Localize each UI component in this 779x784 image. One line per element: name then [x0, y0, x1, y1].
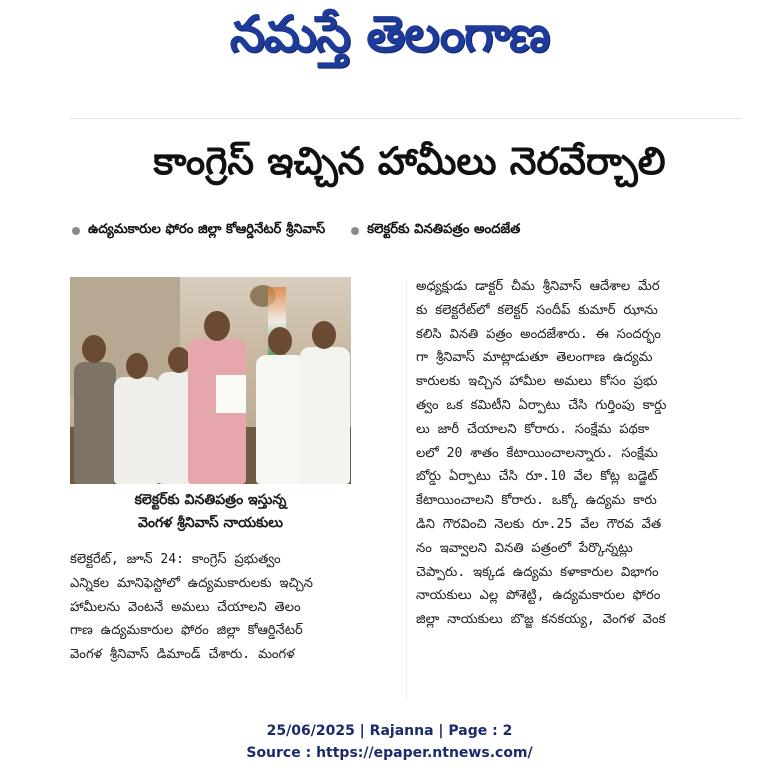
body-line: చెప్పారు. ఇక్కడ ఉద్యమ కళాకారుల విభాగం — [416, 564, 659, 580]
bullet-icon — [72, 227, 80, 235]
caption-line: వెంగళ శ్రీనివాస్ నాయకులు — [137, 515, 284, 531]
article-subheads — [72, 218, 752, 244]
column-divider — [406, 280, 407, 700]
body-line: కలిసి వినతి పత్రం అందజేశారు. ఈ సందర్భం — [416, 326, 661, 342]
article-headline: కాంగ్రెస్ ఇచ్చిన హామీలు నెరవేర్చాలి — [153, 139, 666, 183]
body-line: కలెక్టరేట్, జూన్ 24: కాంగ్రెస్ ప్రభుత్వం — [70, 552, 281, 567]
body-line: బోర్డు ఏర్పాటు చేసి రూ.10 వేల కోట్ల బడ్జెట్ — [416, 469, 658, 485]
source-link[interactable]: Source : https://epaper.ntnews.com/ — [246, 745, 533, 761]
body-line: లలో 20 శాతం కేటాయించాలన్నారు. సంక్షేమ — [416, 445, 658, 461]
body-line: అధ్యక్షుడు డాక్టర్ చీమ శ్రీనివాస్ ఆదేశాల మేర — [416, 279, 660, 294]
body-line: త్వం ఒక కమిటీని ఏర్పాటు చేసి గుర్తింపు కార్డు — [416, 397, 667, 413]
masthead — [0, 0, 779, 80]
divider — [70, 118, 742, 119]
article-photo — [70, 277, 351, 484]
bullet-icon — [351, 227, 359, 235]
photo-caption — [70, 489, 351, 539]
body-line: వెంగళ శ్రీనివాస్ డిమాండ్ చేశారు. మంగళ — [70, 647, 295, 663]
body-line: నం ఇవ్వాలని వినతి పత్రంలో పేర్కొన్నట్లు — [416, 540, 633, 556]
body-line: జిల్లా నాయకులు బొజ్జ కనకయ్య, వెంగళ వెంక — [416, 612, 666, 628]
body-line: గా శ్రీనివాస్ మాట్లాడుతూ తెలంగాణ ఉద్యమ — [416, 350, 653, 366]
subhead-1: ఉద్యమకారుల ఫోరం జిల్లా కోఆర్డినేటర్ శ్రీనివాస్ — [88, 222, 326, 237]
body-line: ఎన్నికల మానిఫెస్టోలో ఉద్యమకారులకు ఇచ్చిన — [70, 575, 313, 591]
article-body-right — [416, 275, 752, 632]
body-line: హామీలను వెంటనే అమలు చేయాలని తెలం — [70, 599, 301, 615]
body-line: కు కలెక్టరేట్‌లో కలెక్టర్ సందీప్ కుమార్ ఝాను — [416, 302, 658, 318]
edition-info: 25/06/2025 | Rajanna | Page : 2 — [266, 723, 513, 739]
body-line: నాయకులు ఎల్ల పోశెట్టి, ఉద్యమకారుల ఫోరం — [416, 588, 661, 604]
body-line: డిని గౌరవించి నెలకు రూ.25 వేల గౌరవ వేత — [416, 516, 662, 532]
caption-line: కలెక్టర్‌కు వినతిపత్రం ఇస్తున్న — [134, 492, 287, 508]
body-line: కేటాయించాలని కోరారు. ఒక్కో ఉద్యమ కారు — [416, 493, 657, 509]
body-line: కారులకు ఇచ్చిన హామీల అమలు కోసం ప్రభు — [416, 374, 658, 390]
newspaper-logo: నమస్తే తెలంగాణ — [229, 4, 550, 63]
subhead-2: కలెక్టర్‌కు వినతిపత్రం అందజేత — [367, 222, 521, 237]
body-line: లు జారీ చేయాలని కోరారు. సంక్షేమ పథకా — [416, 421, 650, 437]
body-line: గాణ ఉద్యమకారుల ఫోరం జిల్లా కోఆర్డినేటర్ — [70, 623, 303, 639]
page-footer — [0, 720, 779, 764]
article-body-left — [70, 548, 400, 667]
